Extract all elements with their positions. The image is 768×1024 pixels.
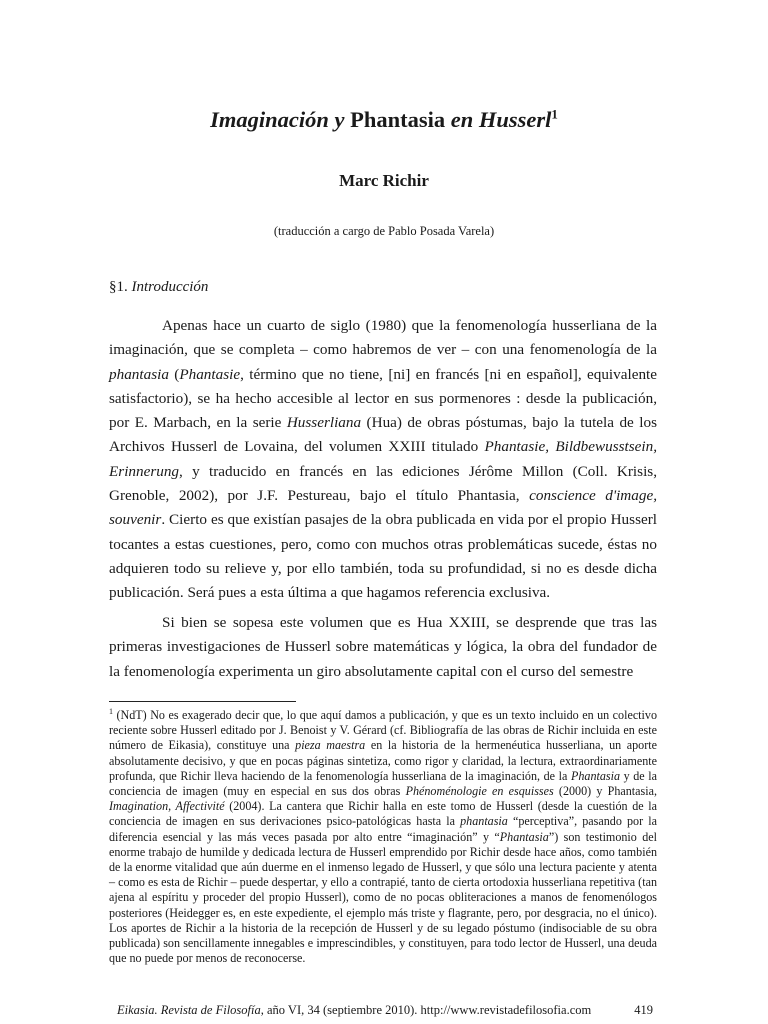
translation-credit: (traducción a cargo de Pablo Posada Varela): [273, 224, 495, 238]
title-footnote-ref[interactable]: 1: [551, 106, 558, 122]
section-heading: [109, 279, 208, 296]
section-title: Introducción: [131, 279, 209, 295]
footnote: $^1$ (NdT) No es exagerado decir que, lo que aquí damos a publicación, y que es un texto incluido en un colectivo reciente sobre Husserl editado por J. Benoist y V. Gérard (cf. Bibliografía de las obras de Richir incluida en este número de Eikasia), constituye una pieza maestra en la historia de la hermenéutica husserliana, un aporte absolutamente decisivo, y que en pocas páginas sintetiza, como rigor y claridad, la lectura, extraordinariamente profunda, que Richir lleva haciendo de la fenomenología husserliana de la imaginación, de la Phantasia y de la conciencia de imagen (muy en especial en sus dos obras Phénoménologie en esquisses (2000) y Phantasia, Imagination, Affectivité (2004). La cantera que Richir halla en este tomo de Husserl (desde la cuestión de la conciencia de imagen en sus derivaciones psico-patológicas hasta la phantasia “perceptiva”, pasando por la diferencia esencial y las más veces pasada por alto entre “imaginación” y “Phantasia”) son testimonio del enorme trabajo de humilde y dedicada lectura de Husserl emprendido por Richir desde hace años, como también de la enorme vitalidad que aún duerme en el inmenso legado de Husserl, y que sólo una lectura paciente y atenta – como es esta de Richir – puede despertar, y ello a contrapié, tanto de cierta ortodoxia husserliana repetitiva (tan ajena al espíritu y proceder del propio Husserl), como de no pocas obliteraciones a manos de fenomenólogos posteriores (Heidegger es, en este expediente, el ejemplo más triste y flagrante, pero, por desgracia, no el único). Los aportes de Richir a la historia de la recepción de Husserl y de su legado póstumo (indisociable de su obra publicada) son sencillamente innegables e imprescindibles, y constituyen, para todo lector de Husserl, una deuda que no puede por menos de reconocerse.: [109, 706, 657, 966]
title-italic-end: en Husserl: [445, 107, 552, 132]
body-paragraph-1: Apenas hace un cuarto de siglo (1980) que la fenomenología husserliana de la imaginación, que se completa – como habremos de ver – con una fenomenología de la phantasia (Phantasie, término que no tiene, [ni] en francés [ni en español], equivalente satisfactorio), se ha hecho accesible al lector en sus pormenores : desde la publicación, por E. Marbach, en la serie Husserliana (Hua) de obras póstumas, bajo la tutela de los Archivos Husserl de Lovaina, del volumen XXIII titulado Phantasie, Bildbewusstsein, Erinnerung, y traducido en francés en las ediciones Jérôme Millon (Coll. Krisis, Grenoble, 2002), por J.F. Pestureau, bajo el título Phantasia, conscience d'image, souvenir. Cierto es que existían pasajes de la obra publicada en vida por el propio Husserl tocantes a estas cuestiones, pero, como con muchos otras problemáticas sucede, éstas no adquieren todo su relieve y, por ello también, toda su profundidad, si no es desde dicha publicación. Será pues a esta última a que hagamos referencia exclusiva.: [109, 317, 657, 602]
page-number: 419: [634, 1003, 653, 1017]
title-italic-part: Imaginación y: [210, 107, 351, 132]
section-number: §1.: [109, 279, 132, 295]
footnote-number: 1: [109, 706, 113, 716]
journal-name: Eikasia. Revista de Filosofía: [117, 1003, 261, 1017]
body-paragraph-2: Si bien se sopesa este volumen que es Hua XXIII, se desprende que tras las primeras investigaciones de Husserl sobre matemáticas y lógica, la obra del fundador de la fenomenología experimenta un giro absolutamente capital con el curso del semestre: [109, 614, 657, 680]
title-roman-part: Phantasia: [350, 107, 446, 132]
footer-citation: , año VI, 34 (septiembre 2010). http://www.revistadefilosofia.com: [260, 1003, 592, 1017]
author-name: Marc Richir: [339, 171, 429, 190]
page-footer: [117, 1003, 657, 1018]
footnote-divider: [109, 701, 296, 702]
article-title: [0, 106, 768, 133]
